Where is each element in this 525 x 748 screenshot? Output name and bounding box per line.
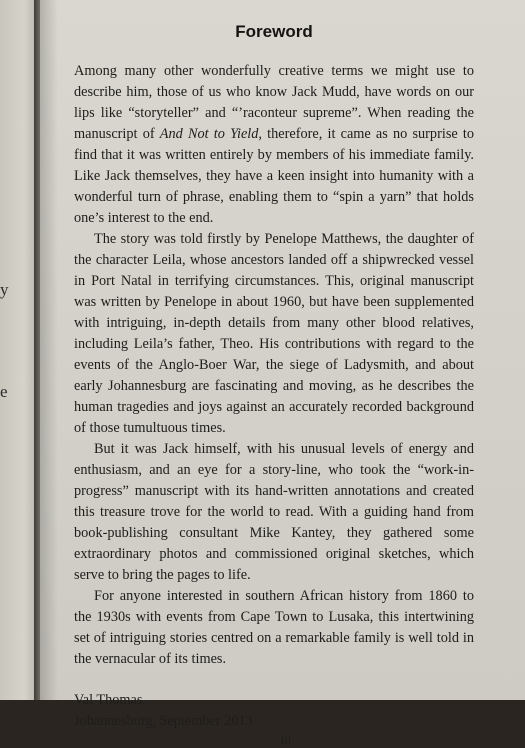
signature-name: Val Thomas, — [74, 692, 147, 708]
signature-place-date: Johannesburg, September 2013 — [74, 713, 253, 729]
book-title-italic: And Not to Yield — [159, 126, 259, 142]
page-number: iii — [280, 732, 292, 747]
facing-page-text-fragment: y — [0, 280, 9, 299]
page-content — [74, 0, 474, 748]
paragraph: Among many other wonderfully creative terms we might use to describe him, those of us who know Jack Mudd, have words on our lips like “storyteller” and “’raconteur supreme”. When reading the manuscript of And Not to Yield, therefore, it came as no surprise to find that it was written entirely by members of his immediate family. Like Jack themselves, they have a keen insight into humanity with a wonderful turn of phrase, enabling them to “spin a yarn” that holds one’s interest to the end. — [74, 63, 475, 226]
page-title: Foreword — [235, 22, 313, 41]
facing-page-text-fragment: e — [0, 382, 8, 401]
book-page — [40, 0, 525, 747]
foreword-body — [74, 61, 474, 670]
paragraph: For anyone interested in southern African history from 1860 to the 1930s with events from Cape Town to Lusaka, this intertwining set of intriguing stories centred on a remarkable family is well told in the vernacular of its times. — [74, 588, 474, 667]
signature-block — [74, 690, 474, 732]
paragraph: But it was Jack himself, with his unusual levels of energy and enthusiasm, and an eye for a story-line, who took the “work-in-progress” manuscript with its hand-written annotations and created this treasure trove for the world to read. With a guiding hand from book-publishing consultant Mike Kantey, they gathered some extraordinary photos and commissioned original sketches, which serve to bring the pages to life. — [74, 441, 474, 583]
paragraph: The story was told firstly by Penelope Matthews, the daughter of the character Leila, whose ancestors landed off a shipwrecked vessel in Port Natal in terrifying circumstances. This, original manuscript was written by Penelope in about 1960, but have been supplemented with intriguing, in-depth details from many other blood relatives, including Leila’s father, Theo. His contributions with regard to the events of the Anglo-Boer War, the siege of Ladysmith, and about early Johannesburg are fascinating and moving, as he describes the human tragedies and joys against an accurately recorded background of those tumultuous times. — [74, 231, 474, 436]
